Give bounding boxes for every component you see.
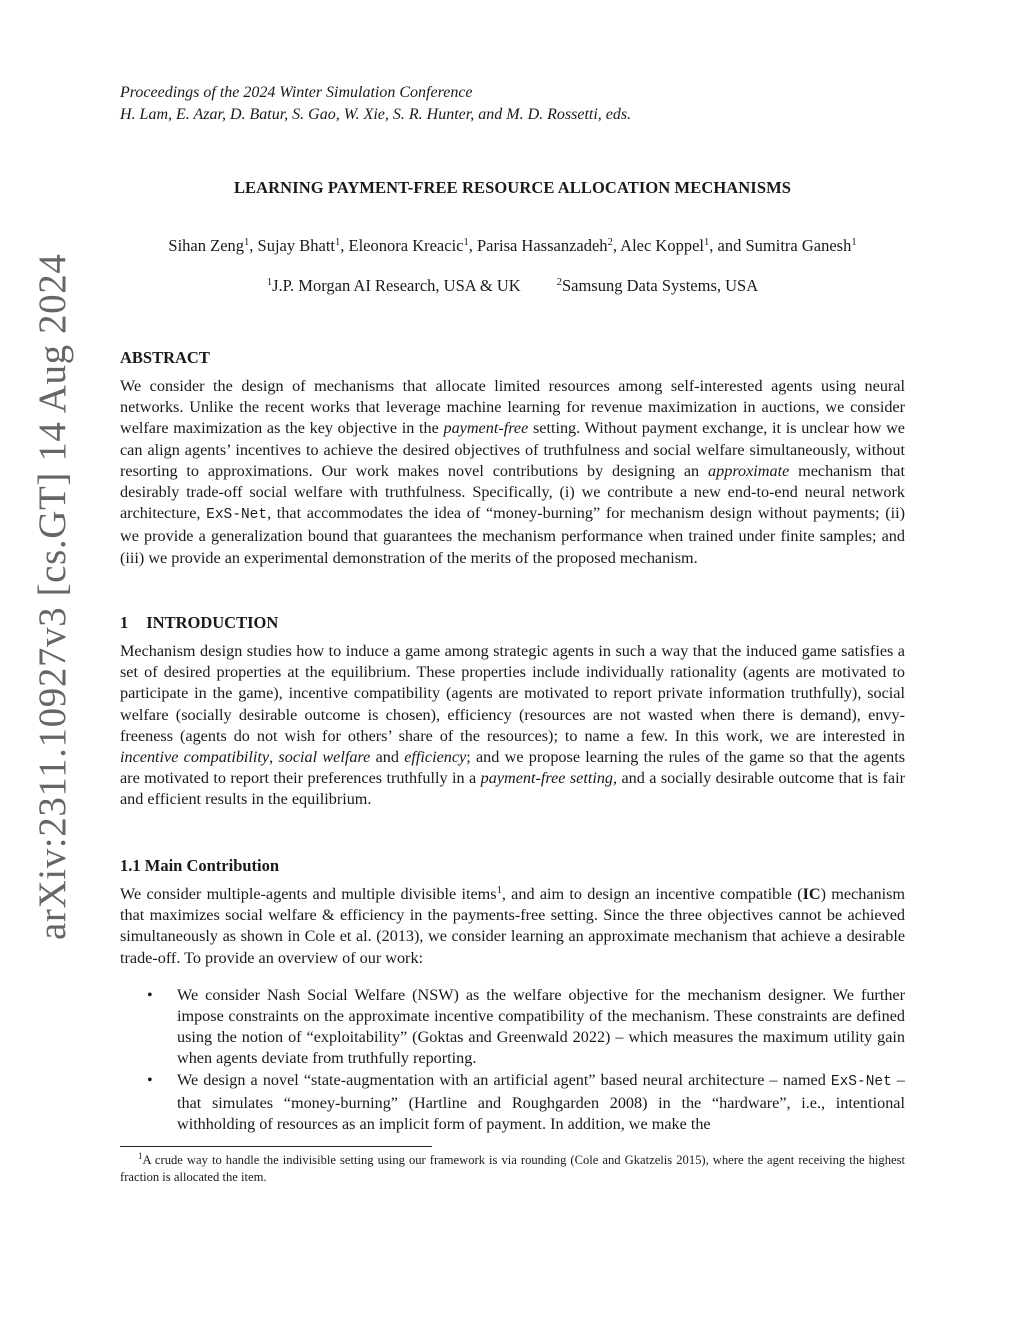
author-affil-mark: 1 [463,237,469,248]
footnote-rule [120,1146,432,1147]
proceedings-line: Proceedings of the 2024 Winter Simulation Conference [120,84,473,101]
paper-page [120,82,906,1184]
contribution-section [120,856,905,1135]
abstract-text: We consider the design of mechanisms that allocate limited resources among self-interested agents using neural networks. Unlike the recent works that leverage machine learning for revenue maximization in auctions, we consider welfare maximization as the key objective in the payment-free setting. Without payment exchange, it is unclear how we can align agents’ incentives to achieve the desired objectives of truthfulness and social welfare simultaneously, without resorting to approximations. Our work makes novel contributions by designing an approximate mechanism that desirably trade-off social welfare with truthfulness. Specifically, (i) we contribute a new end-to-end neural network architecture, ExS-Net, that accommodates the idea of “money-burning” for mechanism design without payments; (ii) we provide a generalization bound that guarantees the mechanism performance when trained under finite samples; and (iii) we provide an experimental demonstration of the merits of the proposed mechanism. [120,377,905,567]
affiliation-1: $^1$J.P. Morgan AI Research, USA & UK [266,276,521,295]
author-separator: , [340,236,349,255]
contribution-list [120,985,905,1135]
abstract-heading: ABSTRACT [120,348,210,367]
author-separator: , and [709,236,746,255]
footnote-ref: 1 [496,885,502,896]
list-item: • We consider Nash Social Welfare (NSW) as the welfare objective for the mechanism designer. We further impose constraints on the approximate incentive compatibility of the mechanism. These constraints are defined using the notion of “exploitability” (Goktas and Greenwald 2022) – which measures the maximum utility gain when agents deviate from truthfully reporting. [147,985,905,1068]
contribution-text: We consider multiple-agents and multiple divisible items$^1$, and aim to design an incentive compatible (IC) mechanism that maximizes social welfare & efficiency in the payments-free setting. Since the three objectives cannot be achieved simultaneously as shown in Cole et al. (2013), we consider learning an approximate mechanism that achieve a desirable trade-off. To provide an overview of our work: [120,885,905,967]
author-separator: , [468,236,477,255]
introduction-text: Mechanism design studies how to induce a game among strategic agents in such a way that the induced game satisfies a set of desired properties at the equilibrium. These properties include individually rationality (agents are motivated to participate in the game), incentive compatibility (agents are motivated to report private information truthfully), social welfare (socially desirable outcome is chosen), efficiency (resources are not wasted when there is demand), envy-freeness (agents do not wish for others’ share of the resources); to name a few. In this work, we are interested in incentive compatibility, social welfare and efficiency; and we propose learning the rules of the game so that the agents are motivated to report their preferences truthfully in a payment-free setting, and a socially desirable outcome that is fair and efficient results in the equilibrium. [120,642,906,809]
code-name: ExS-Net [206,507,268,524]
paper-title: LEARNING PAYMENT-FREE RESOURCE ALLOCATION MECHANISMS [233,178,792,197]
author-name: Sihan Zeng [168,236,245,255]
author-name: Eleonora Kreacic [348,236,464,255]
subsection-heading: 1.1 Main Contribution [120,856,280,875]
bullet: • [147,1070,153,1089]
section-heading: 1 INTRODUCTION [120,613,279,632]
author-affil-mark: 2 [607,237,613,248]
author-affil-mark: 1 [244,237,250,248]
list-item: • We design a novel “state-augmentation with an artificial agent” based neural architecture – named ExS-Net – that simulates “money-burning” (Hartline and Roughgarden 2008) in the “hardware”, i.e., intentional withholding of resources as an implicit form of payment. In addition, we make the [147,1070,905,1134]
author-name: Sumitra Ganesh [745,236,852,255]
introduction-section [120,613,905,811]
author-affil-mark: 1 [851,237,857,248]
author-separator: , [612,236,621,255]
author-separator: , [249,236,258,255]
footnote-mark: 1 [138,1151,143,1161]
author-name: Sujay Bhatt [257,236,336,255]
bullet: • [147,985,153,1004]
arxiv-stamp: arXiv:2311.10927v3 [cs.GT] 14 Aug 2024 [31,253,74,940]
editors-line: H. Lam, E. Azar, D. Batur, S. Gao, W. Xie, S. R. Hunter, and M. D. Rossetti, eds. [120,106,632,123]
code-name: ExS-Net [830,1073,892,1090]
author-affil-mark: 1 [704,237,710,248]
author-affil-mark: 1 [335,237,341,248]
author-name: Alec Koppel [620,236,705,255]
author-name: Parisa Hassanzadeh [476,236,608,255]
abstract-section [120,348,905,569]
affiliations [120,276,905,296]
author-list [120,236,905,256]
footnote: $^1$A crude way to handle the indivisible setting using our framework is via rounding (Cole and Gkatzelis 2015), where the agent receiving the highest fraction is allocated the item. [120,1151,905,1184]
affiliation-2: $^2$Samsung Data Systems, USA [556,276,759,295]
proceedings-header [120,82,905,126]
